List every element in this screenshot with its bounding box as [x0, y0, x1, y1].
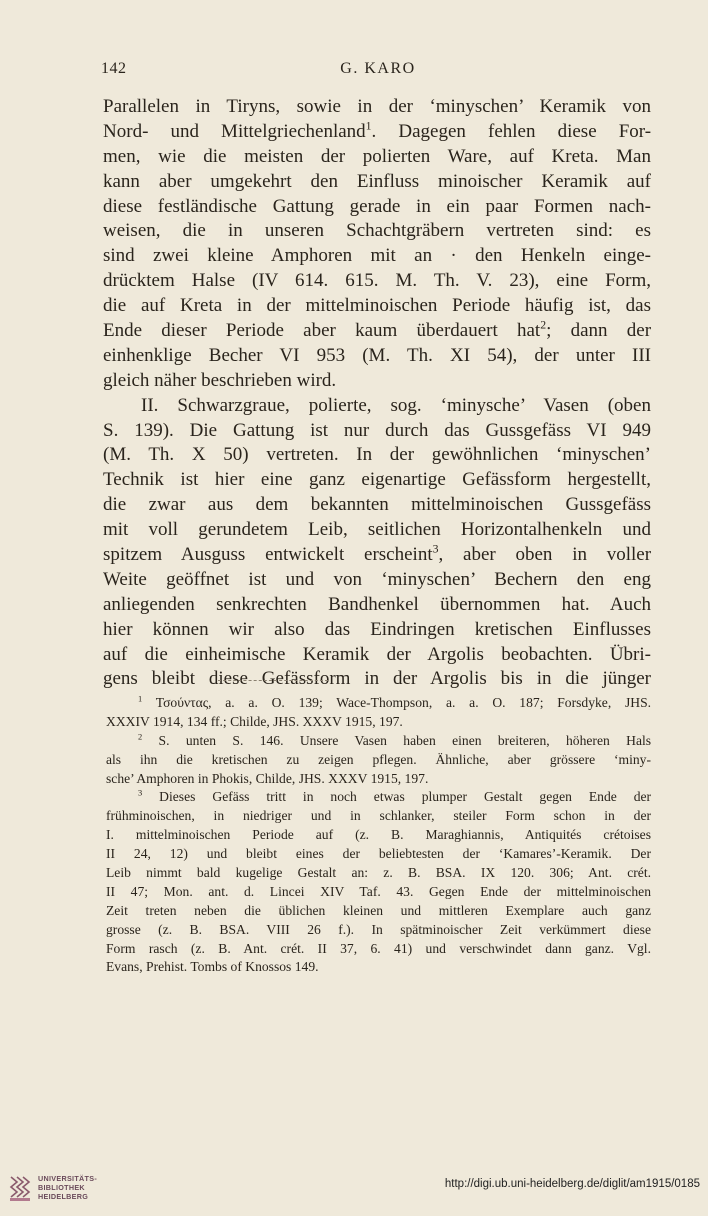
footnote-line: Evans, Prehist. Tombs of Knossos 149. [106, 959, 319, 975]
running-title: G. KARO [340, 60, 416, 77]
footnote-line: II 47; Mon. ant. d. Lincei XIV Taf. 43. Gegen Ende der mittelminoischen [106, 883, 651, 899]
library-name-line: UNIVERSITÄTS- [38, 1174, 98, 1183]
text-line: auf die einheimische Keramik der Argolis beobachten. Übri- [103, 643, 651, 665]
footnote-separator [218, 680, 328, 681]
text-line: Ende dieser Periode aber kaum überdauert hat$^2$; dann der [103, 319, 651, 342]
text-line: anliegenden senkrechten Bandhenkel übernommen hat. Auch [103, 593, 651, 615]
text-line: einhenklige Becher VI 953 (M. Th. XI 54), der unter III [103, 344, 651, 366]
text-line: gens bleibt diese Gefässform in der Argolis bis in die jünger [103, 668, 651, 690]
text-line: mit voll gerundetem Leib, seitlichen Horizontalhenkeln und [103, 519, 651, 541]
footnote-line: $^2$ S. unten S. 146. Unsere Vasen haben einen breiteren, höheren Hals [138, 731, 651, 748]
footnote-line: frühminoischen, in niedriger und in schlanker, steiler Form schon in der [106, 808, 651, 824]
text-line: Nord- und Mittelgriechenland$^1$. Dagegen fehlen diese For- [103, 119, 651, 142]
footnote-line: sche’ Amphoren in Phokis, Childe, JHS. XXXV 1915, 197. [106, 770, 429, 786]
text-line: S. 139). Die Gattung ist nur durch das Gussgefäss VI 949 [103, 419, 651, 441]
footnote-line: Form rasch (z. B. Ant. crét. II 37, 6. 41) und verschwindet dann ganz. Vgl. [106, 940, 651, 956]
footnote-line: XXXIV 1914, 134 ff.; Childe, JHS. XXXV 1915, 197. [106, 713, 403, 729]
text-line: sind zwei kleine Amphoren mit an · den Henkeln einge- [103, 245, 651, 267]
permalink-url[interactable]: http://digi.ub.uni-heidelberg.de/diglit/am1915/0185 [444, 1178, 700, 1190]
text-line: Parallelen in Tiryns, sowie in der ‘minyschen’ Keramik von [103, 96, 651, 117]
text-line: hier können wir also das Eindringen kretischen Einflusses [103, 618, 651, 640]
footnote-line: II 24, 12) und bleibt eines der beliebtesten der ‘Kamares’-Keramik. Der [106, 846, 651, 862]
text-line: Technik ist hier eine ganz eigenartige Gefässform hergestellt, [103, 469, 651, 491]
text-line: weisen, die in unseren Schachtgräbern vertreten sind: es [103, 220, 651, 242]
footnotes [106, 694, 651, 977]
library-name-line: BIBLIOTHEK [38, 1183, 85, 1192]
footnote-line: I. mittelminoischen Periode auf (z. B. Maraghiannis, Antiquités crétoises [106, 827, 651, 843]
running-header [101, 60, 655, 84]
library-seal-icon [8, 1173, 34, 1203]
library-logo[interactable] [8, 1172, 98, 1206]
text-line: (M. Th. X 50) vertreten. In der gewöhnlichen ‘minyschen’ [103, 444, 651, 466]
footnote-line: $^3$ Dieses Gefäss tritt in noch etwas plumper Gestalt gegen Ende der [138, 788, 651, 805]
digitization-footer [0, 1160, 708, 1216]
text-line: spitzem Ausguss entwickelt erscheint$^3$, aber oben in voller [103, 543, 651, 566]
text-line: drücktem Halse (IV 614. 615. M. Th. V. 23), eine Form, [103, 270, 651, 292]
text-line: die auf Kreta in der mittelminoischen Periode häufig ist, das [103, 295, 651, 317]
text-line: kann aber umgekehrt den Einfluss minoischer Keramik auf [103, 170, 651, 192]
library-name-line: HEIDELBERG [38, 1192, 89, 1201]
footnote-line: $^1$ Τσούντας, a. a. O. 139; Wace-Thompson, a. a. O. 187; Forsdyke, JHS. [138, 694, 651, 710]
page-number: 142 [101, 60, 127, 77]
text-line: Weite geöffnet ist und von ‘minyschen’ Bechern den eng [103, 568, 651, 590]
footnote-line: als ihn die kretischen zu zeigen pflegen. Ähnliche, aber grössere ‘miny- [106, 751, 651, 767]
footnote-line: grosse (z. B. BSA. VIII 26 f.). In spätminoischer Zeit verkümmert diese [106, 921, 651, 937]
text-line: diese festländische Gattung gerade in ein paar Formen nach- [103, 195, 651, 217]
footnote-line: Zeit treten neben die üblichen kleinen und mittleren Exemplare auch ganz [106, 902, 651, 918]
text-line: gleich näher beschrieben wird. [103, 369, 337, 391]
text-line: men, wie die meisten der polierten Ware, auf Kreta. Man [103, 145, 651, 167]
footnote-line: Leib nimmt bald kugelige Gestalt an: z. B. BSA. IX 120. 306; Ant. crét. [106, 865, 651, 881]
text-line: II. Schwarzgraue, polierte, sog. ‘minysche’ Vasen (oben [141, 394, 651, 416]
text-line: die zwar aus dem bekannten mittelminoischen Gussgefäss [103, 494, 651, 516]
main-text [103, 95, 651, 692]
library-name [38, 1174, 97, 1201]
